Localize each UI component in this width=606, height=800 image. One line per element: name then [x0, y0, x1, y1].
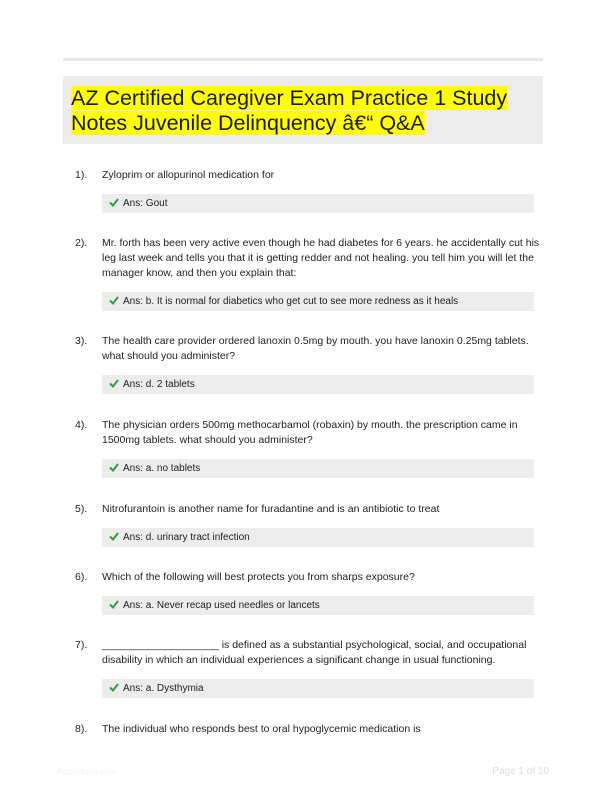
- question-number: 7).: [75, 639, 88, 651]
- checkmark-icon: [109, 682, 119, 692]
- checkmark-icon: [109, 531, 119, 541]
- answer-box: [102, 679, 534, 698]
- question-text: Zyloprim or allopurinol medication for: [102, 169, 275, 181]
- answer-box: [102, 292, 534, 311]
- answer-text: Ans: a. no tablets: [123, 463, 201, 474]
- question-text: ____________________ is defined as a substantial psychological, social, and occupational disability in which an individual experiences a significant change in usual functioning.: [102, 639, 527, 666]
- answer-box: [102, 375, 534, 394]
- question-text: Mr. forth has been very active even though he had diabetes for 6 years. he accidentally cut his leg last week and tells you that it is getting redder and not healing. you tell him you will let the manager know, and then you explain that:: [102, 237, 540, 279]
- checkmark-icon: [109, 197, 119, 207]
- question-number: 5).: [75, 503, 88, 515]
- checkmark-icon: [109, 295, 119, 305]
- question-number: 6).: [75, 571, 88, 583]
- footer-watermark: Paperfolio.com: [57, 767, 118, 777]
- checkmark-icon: [109, 378, 119, 388]
- question-text: Which of the following will best protects you from sharps exposure?: [102, 571, 415, 583]
- answer-box: [102, 528, 534, 547]
- answer-text: Ans: a. Dysthymia: [123, 683, 204, 694]
- question-text: The physician orders 500mg methocarbamol (robaxin) by mouth. the prescription came in 1500mg tablets. what should you administer?: [102, 419, 518, 446]
- checkmark-icon: [109, 599, 119, 609]
- answer-box: [102, 596, 534, 615]
- question-number: 8).: [75, 723, 88, 735]
- question-number: 4).: [75, 419, 88, 431]
- title-banner: [63, 76, 543, 144]
- question-text: Nitrofurantoin is another name for furadantine and is an antibiotic to treat: [102, 503, 440, 515]
- answer-text: Ans: b. It is normal for diabetics who get cut to see more redness as it heals: [123, 296, 459, 307]
- answer-text: Ans: d. urinary tract infection: [123, 532, 250, 543]
- answer-box: [102, 194, 534, 213]
- document-title: AZ Certified Caregiver Exam Practice 1 Study Notes Juvenile Delinquency â€“ Q&A: [71, 86, 508, 135]
- question-text: The health care provider ordered lanoxin 0.5mg by mouth. you have lanoxin 0.25mg tablets. what should you administer?: [102, 335, 529, 362]
- question-text: The individual who responds best to oral hypoglycemic medication is: [102, 723, 421, 735]
- question-number: 3).: [75, 335, 88, 347]
- checkmark-icon: [109, 462, 119, 472]
- answer-text: Ans: d. 2 tablets: [123, 379, 195, 390]
- page-number: Page 1 of 10: [492, 766, 549, 777]
- question-number: 2).: [75, 237, 88, 249]
- answer-box: [102, 459, 534, 478]
- answer-text: Ans: a. Never recap used needles or lancets: [123, 600, 320, 611]
- top-divider: [63, 58, 543, 61]
- answer-text: Ans: Gout: [123, 198, 168, 209]
- question-number: 1).: [75, 169, 88, 181]
